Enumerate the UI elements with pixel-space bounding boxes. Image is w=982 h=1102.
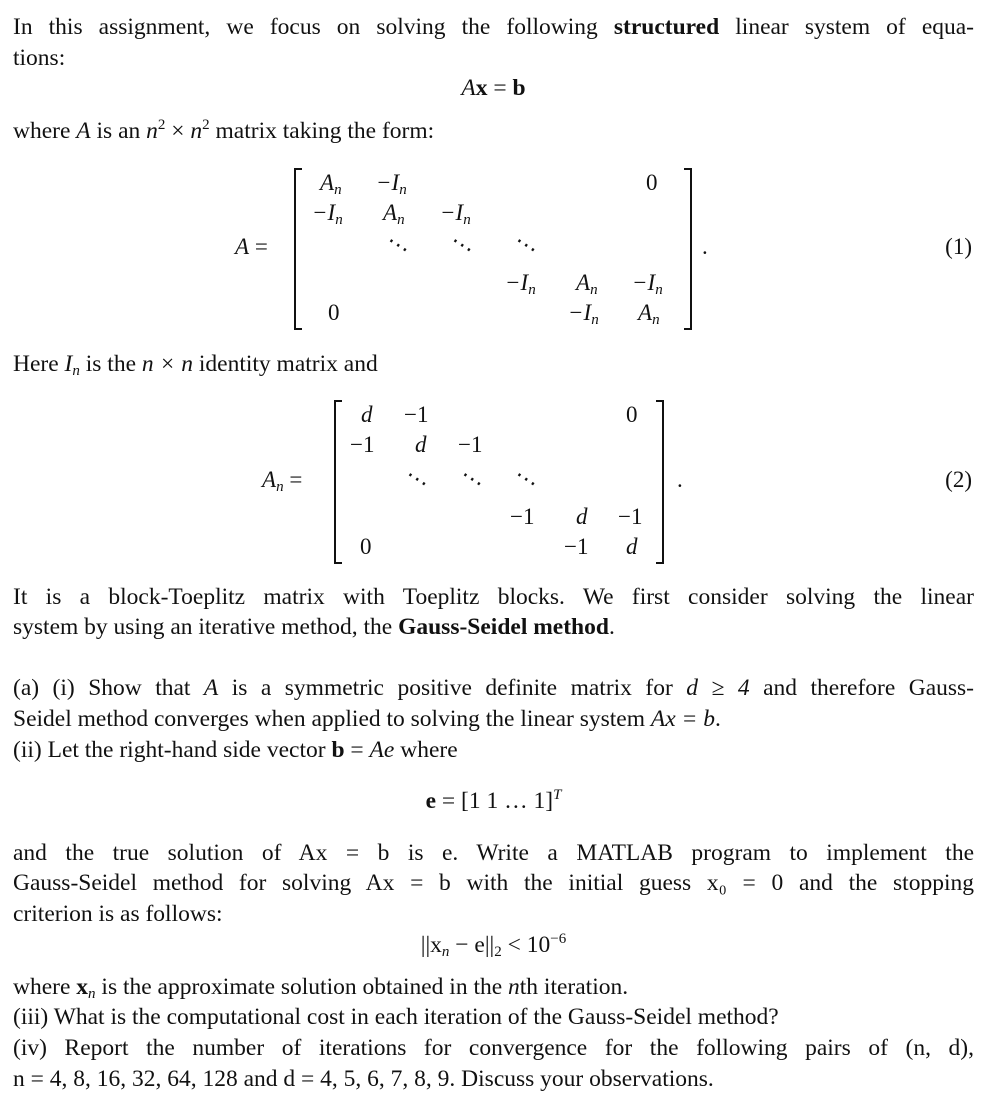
matrix-an [0, 392, 982, 567]
matrix-an-ddots: ⋅⋅⋅ [509, 463, 543, 498]
matrix-an-entry: −1 [618, 504, 643, 529]
intro-line-2: tions: [13, 45, 66, 71]
matrix-an-entry: −1 [458, 432, 483, 457]
matrix-a-entry: $A_n$ [320, 170, 342, 198]
matrix-a-ddots: ⋅⋅⋅ [381, 229, 415, 264]
tail-line-2: (iii) What is the computational cost in each iteration of the Gauss-Seidel method? [13, 1004, 779, 1030]
matrix-an-entry: −1 [350, 432, 375, 457]
matrix-a-entry: $-I_n$ [440, 200, 471, 228]
matrix-a-entry: $-I_n$ [632, 270, 663, 298]
equation-number-1: (1) [945, 234, 972, 259]
matrix-a-label: A = [235, 234, 268, 259]
paragraph-1-line-2: system by using an iterative method, the Gauss-Seidel method. [13, 614, 615, 640]
matrix-a-right-bracket [684, 168, 692, 330]
matrix-a-ddots: ⋅⋅⋅ [509, 229, 543, 264]
matrix-an-entry: d [361, 402, 373, 427]
paragraph-2-line-2: Gauss-Seidel method for solving Ax = b with the initial guess x₀ = 0 and the stopping [13, 870, 974, 896]
intro-line-1: In this assignment, we focus on solving the following structured linear system of equa- [13, 14, 975, 40]
matrix-a-entry: $A_n$ [383, 200, 405, 228]
paragraph-2-line-3: criterion is as follows: [13, 901, 223, 927]
equation-number-2: (2) [945, 467, 972, 492]
equation-stopping-criterion: $||x_n - e||_2 < 10^{-6}$ [420, 931, 567, 960]
part-a-line-2: Seidel method converges when applied to solving the linear system Ax = b. [13, 706, 721, 732]
matrix-a-entry: $A_n$ [576, 270, 598, 298]
tail-line-4: n = 4, 8, 16, 32, 64, 128 and d = 4, 5, 6, 7, 8, 9. Discuss your observations. [13, 1066, 714, 1092]
tail-line-1: where $x_n$ is the approximate solution obtained in the nth iteration. [13, 974, 629, 1002]
paragraph-2-line-1: and the true solution of Ax = b is e. Write a MATLAB program to implement the [13, 840, 974, 866]
matrix-a-entry: $-I_n$ [505, 270, 536, 298]
matrix-a-period: . [702, 234, 708, 259]
here-line: Here $I_n$ is the n × n identity matrix and [13, 351, 378, 379]
matrix-a-left-bracket [294, 168, 302, 330]
matrix-a-entry: $-I_n$ [376, 170, 407, 198]
matrix-an-entry: −1 [510, 504, 535, 529]
equation-e-vector: e = [1 1 … 1]$^T$ [425, 787, 562, 814]
matrix-an-label: $A_n$ = [262, 467, 303, 495]
matrix-a-zero: 0 [328, 300, 340, 325]
matrix-a-zero: 0 [646, 170, 658, 195]
part-a-line-1: (a) (i) Show that A is a symmetric positive definite matrix for d ≥ 4 and therefore Gauss- [13, 675, 975, 701]
matrix-an-entry: d [626, 534, 638, 559]
matrix-an-period: . [677, 467, 683, 492]
matrix-an-ddots: ⋅⋅⋅ [455, 463, 489, 498]
matrix-an-zero: 0 [626, 402, 638, 427]
matrix-an-zero: 0 [360, 534, 372, 559]
matrix-an-left-bracket [334, 400, 342, 564]
matrix-a-entry: $-I_n$ [568, 300, 599, 328]
equation-ax-b: Ax = b [461, 75, 526, 101]
matrix-a [0, 160, 982, 335]
matrix-an-ddots: ⋅⋅⋅ [400, 463, 434, 498]
matrix-a-ddots: ⋅⋅⋅ [445, 229, 479, 264]
part-a-line-3: (ii) Let the right-hand side vector b = Ae where [13, 737, 458, 763]
paragraph-1-line-1: It is a block-Toeplitz matrix with Toeplitz blocks. We first consider solving the linear [13, 584, 974, 610]
matrix-an-entry: −1 [564, 534, 589, 559]
matrix-an-entry: −1 [404, 402, 429, 427]
matrix-a-entry: $A_n$ [638, 300, 660, 328]
tail-line-3: (iv) Report the number of iterations for convergence for the following pairs of (n, d), [13, 1035, 974, 1061]
matrix-an-entry: d [576, 504, 588, 529]
matrix-a-entry: $-I_n$ [312, 200, 343, 228]
matrix-an-entry: d [415, 432, 427, 457]
where-a-line: where A is an $n^2 \times n^2$ matrix taking the form: [13, 117, 435, 144]
matrix-an-right-bracket [656, 400, 664, 564]
